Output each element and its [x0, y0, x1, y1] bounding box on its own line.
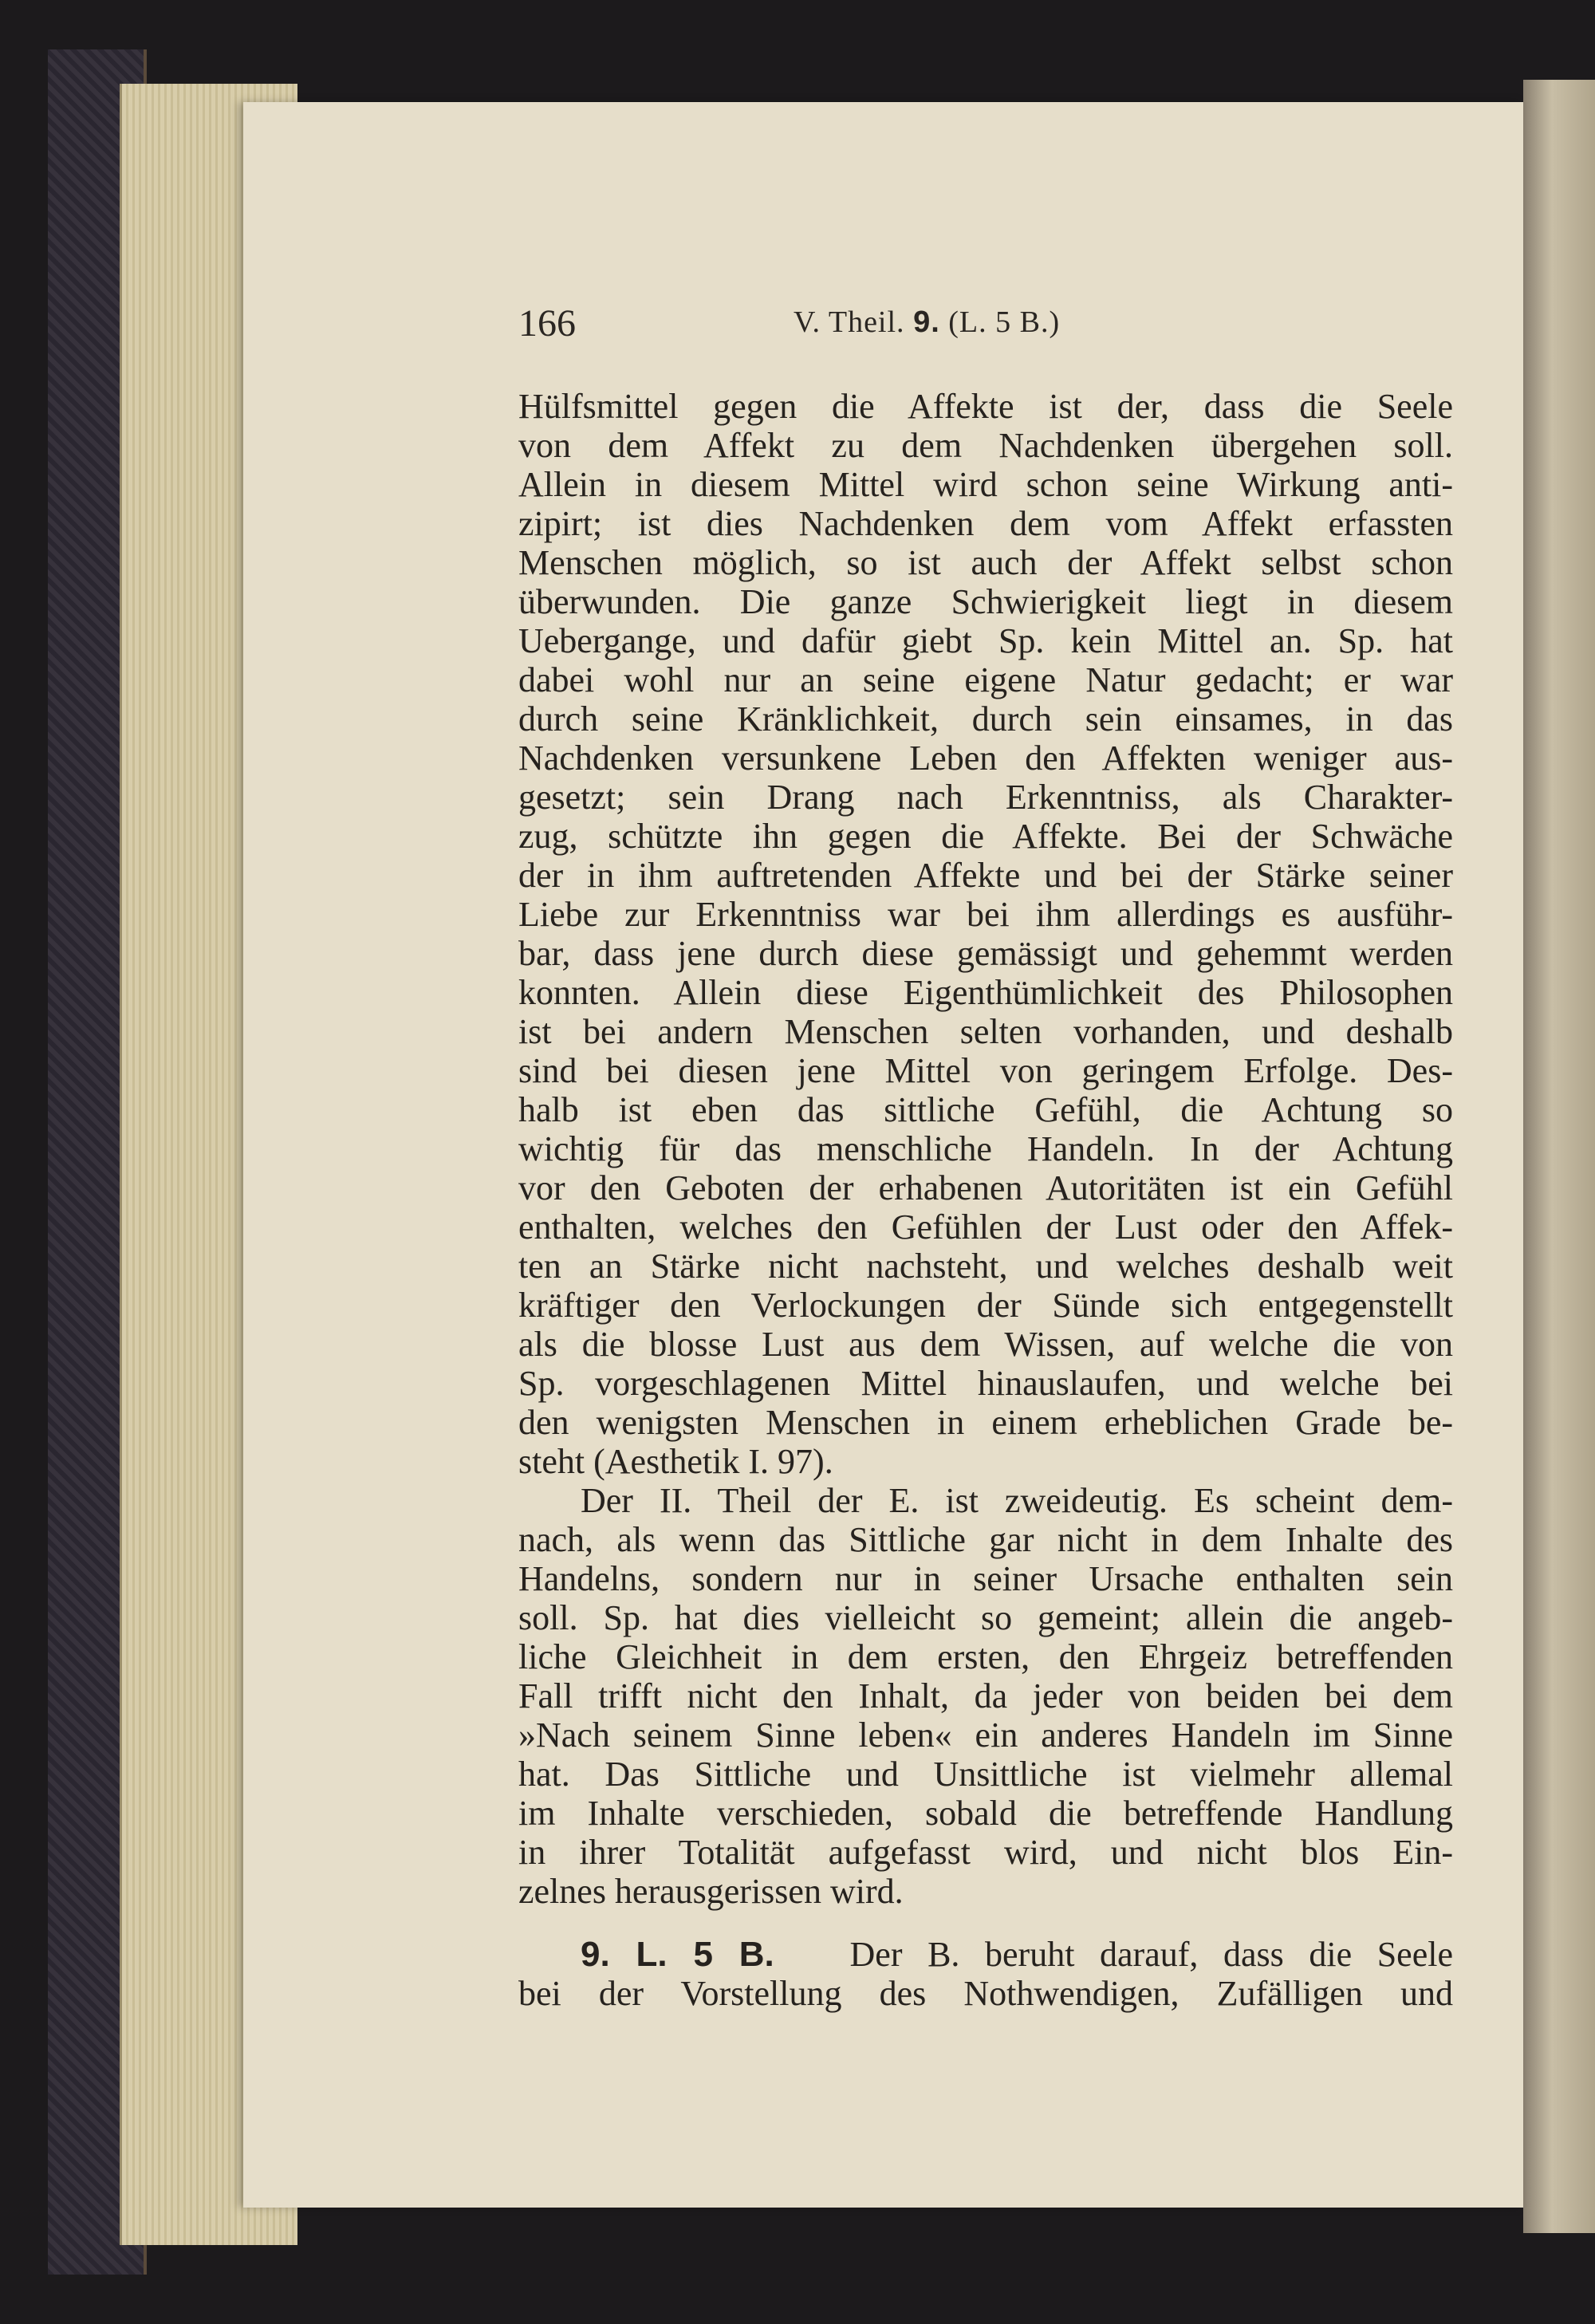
text-line: Hülfsmittel gegen die Affekte ist der, dass die Seele [518, 387, 1453, 426]
text-line: ten an Stärke nicht nachsteht, und welches deshalb weit [518, 1247, 1453, 1286]
page-header [518, 301, 1459, 349]
text-line: Uebergange, und dafür giebt Sp. kein Mittel an. Sp. hat [518, 621, 1453, 660]
text-line: nach, als wenn das Sittliche gar nicht in dem Inhalte des [518, 1520, 1453, 1559]
running-head-section-number: 9. [913, 305, 940, 339]
text-line: kräftiger den Verlockungen der Sünde sich entgegenstellt [518, 1286, 1453, 1325]
text-line: ist bei andern Menschen selten vorhanden, und deshalb [518, 1012, 1453, 1051]
text-line: Fall trifft nicht den Inhalt, da jeder von beiden bei dem [518, 1676, 1453, 1715]
section-heading: 9. L. 5 B. [581, 1935, 774, 1974]
body-text [518, 387, 1453, 2013]
text-line: soll. Sp. hat dies vielleicht so gemeint; allein die angeb- [518, 1598, 1453, 1637]
text-line: Sp. vorgeschlagenen Mittel hinauslaufen, und welche bei [518, 1364, 1453, 1403]
text-line: sind bei diesen jene Mittel von geringem Erfolge. Des- [518, 1051, 1453, 1090]
section-first-line [518, 1935, 1453, 1974]
book-gutter [1523, 80, 1595, 2233]
text-line: gesetzt; sein Drang nach Erkenntniss, als Charakter- [518, 778, 1453, 817]
text-line: durch seine Kränklichkeit, durch sein einsames, in das [518, 699, 1453, 739]
text-line: konnten. Allein diese Eigenthümlichkeit des Philosophen [518, 973, 1453, 1012]
text-line: wichtig für das menschliche Handeln. In der Achtung [518, 1129, 1453, 1168]
text-line: Der II. Theil der E. ist zweideutig. Es scheint dem- [581, 1481, 1453, 1520]
running-head [794, 305, 1060, 340]
text-line: als die blosse Lust aus dem Wissen, auf welche die von [518, 1325, 1453, 1364]
text-line: dabei wohl nur an seine eigene Natur gedacht; er war [518, 660, 1453, 699]
text-line: Nachdenken versunkene Leben den Affekten weniger aus- [518, 739, 1453, 778]
text-line: hat. Das Sittliche und Unsittliche ist vielmehr allemal [518, 1755, 1453, 1794]
running-head-part: V. Theil. [794, 305, 905, 339]
section-line-text: Der B. beruht darauf, dass die Seele [849, 1935, 1453, 1974]
text-line: der in ihm auftretenden Affekte und bei der Stärke seiner [518, 856, 1453, 895]
text-line: bar, dass jene durch diese gemässigt und gehemmt werden [518, 934, 1453, 973]
text-line: von dem Affekt zu dem Nachdenken übergehen soll. [518, 426, 1453, 465]
text-line: steht (Aesthetik I. 97). [518, 1442, 833, 1481]
text-line: halb ist eben das sittliche Gefühl, die Achtung so [518, 1090, 1453, 1129]
text-line: in ihrer Totalität aufgefasst wird, und nicht blos Ein- [518, 1833, 1453, 1872]
text-line: überwunden. Die ganze Schwierigkeit liegt in diesem [518, 582, 1453, 621]
text-line: zug, schützte ihn gegen die Affekte. Bei der Schwäche [518, 817, 1453, 856]
text-line: »Nach seinem Sinne leben« ein anderes Handeln im Sinne [518, 1715, 1453, 1755]
text-line: vor den Geboten der erhabenen Autoritäten ist ein Gefühl [518, 1168, 1453, 1207]
text-line: im Inhalte verschieden, sobald die betreffende Handlung [518, 1794, 1453, 1833]
text-line: zelnes herausgerissen wird. [518, 1872, 904, 1911]
text-line: Allein in diesem Mittel wird schon seine Wirkung anti- [518, 465, 1453, 504]
text-line: Handelns, sondern nur in seiner Ursache enthalten sein [518, 1559, 1453, 1598]
page-number: 166 [518, 302, 576, 345]
text-line: Menschen möglich, so ist auch der Affekt selbst schon [518, 543, 1453, 582]
text-line: bei der Vorstellung des Nothwendigen, Zufälligen und [518, 1974, 1453, 2013]
text-line: enthalten, welches den Gefühlen der Lust oder den Affek- [518, 1207, 1453, 1247]
text-line: liche Gleichheit in dem ersten, den Ehrgeiz betreffenden [518, 1637, 1453, 1676]
text-line: zipirt; ist dies Nachdenken dem vom Affekt erfassten [518, 504, 1453, 543]
text-line: den wenigsten Menschen in einem erheblichen Grade be- [518, 1403, 1453, 1442]
running-head-part: (L. 5 B.) [948, 305, 1061, 339]
text-line: Liebe zur Erkenntniss war bei ihm allerdings es ausführ- [518, 895, 1453, 934]
